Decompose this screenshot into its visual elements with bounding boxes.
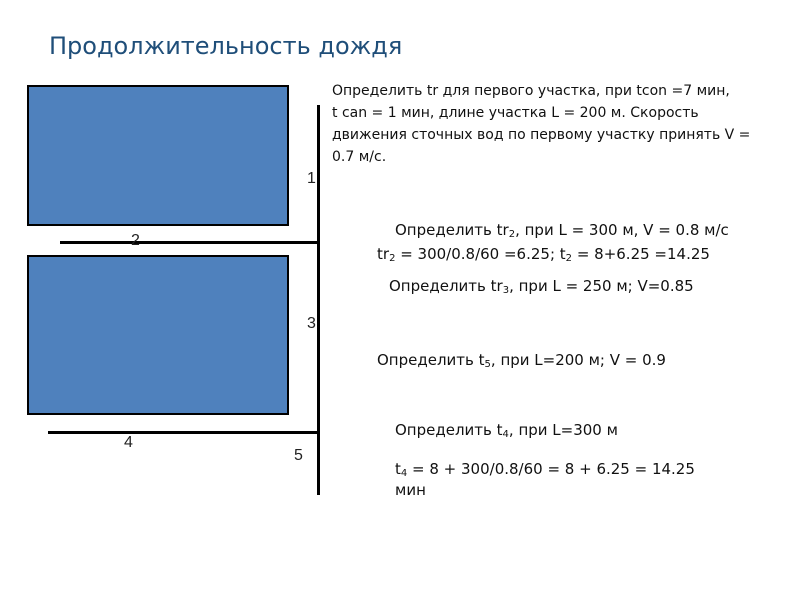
block-lower	[27, 255, 289, 415]
task3-q-text: Определить tr	[389, 277, 503, 295]
task4-a-sub: 4	[400, 468, 408, 479]
task3-q-text2: , при L = 250 м; V=0.85	[509, 277, 694, 295]
task3-q-sub: 3	[502, 285, 510, 296]
task1-line: движения сточных вод по первому участку принять V =	[332, 127, 751, 143]
main-collector-line	[317, 105, 320, 495]
section-label-2: 2	[131, 232, 140, 249]
task1-line: 0.7 м/с.	[332, 149, 387, 165]
task2-q-text: Определить tr	[395, 221, 509, 239]
task5-q-text: Определить t	[377, 351, 485, 369]
branch-line-2	[60, 241, 319, 244]
task5-q-text2: , при L=200 м; V = 0.9	[490, 351, 666, 369]
task2-q-sub: 2	[508, 229, 516, 240]
task4-q-text: Определить t	[395, 421, 503, 439]
task1-text	[332, 80, 750, 168]
task4-answer-line1	[395, 459, 695, 480]
task4-a-post: = 8 + 300/0.8/60 = 8 + 6.25 = 14.25	[407, 460, 695, 478]
slide-title: Продолжительность дождя	[49, 32, 403, 60]
task4-a-text: t	[395, 460, 401, 478]
task2-answer	[377, 244, 710, 265]
task2-a-sub2: 2	[565, 253, 573, 264]
task2-a-mid: = 300/0.8/60 =6.25; t	[395, 245, 566, 263]
task2-a-text: tr	[377, 245, 390, 263]
task5-q-sub: 5	[484, 359, 491, 370]
task4-answer	[395, 459, 695, 501]
section-label-5: 5	[294, 447, 303, 464]
section-label-4: 4	[124, 434, 133, 451]
task1-line: Определить tr для первого участка, при tcon =7 мин,	[332, 83, 730, 99]
section-label-1: 1	[307, 170, 316, 187]
task2-q-text2: , при L = 300 м, V = 0.8 м/с	[515, 221, 729, 239]
task2-a-sub: 2	[389, 253, 396, 264]
task5-question	[377, 350, 666, 371]
section-label-3: 3	[307, 315, 316, 332]
branch-line-4	[48, 431, 319, 434]
task4-answer-line2: мин	[395, 481, 426, 499]
task4-q-sub: 4	[502, 429, 509, 440]
task2-question	[395, 220, 729, 241]
task1-line: t can = 1 мин, длине участка L = 200 м. Скорость	[332, 105, 699, 121]
task3-question	[389, 276, 694, 297]
task4-question	[395, 420, 618, 441]
task2-a-post: = 8+6.25 =14.25	[572, 245, 710, 263]
task4-q-text2: , при L=300 м	[508, 421, 618, 439]
block-upper	[27, 85, 289, 226]
